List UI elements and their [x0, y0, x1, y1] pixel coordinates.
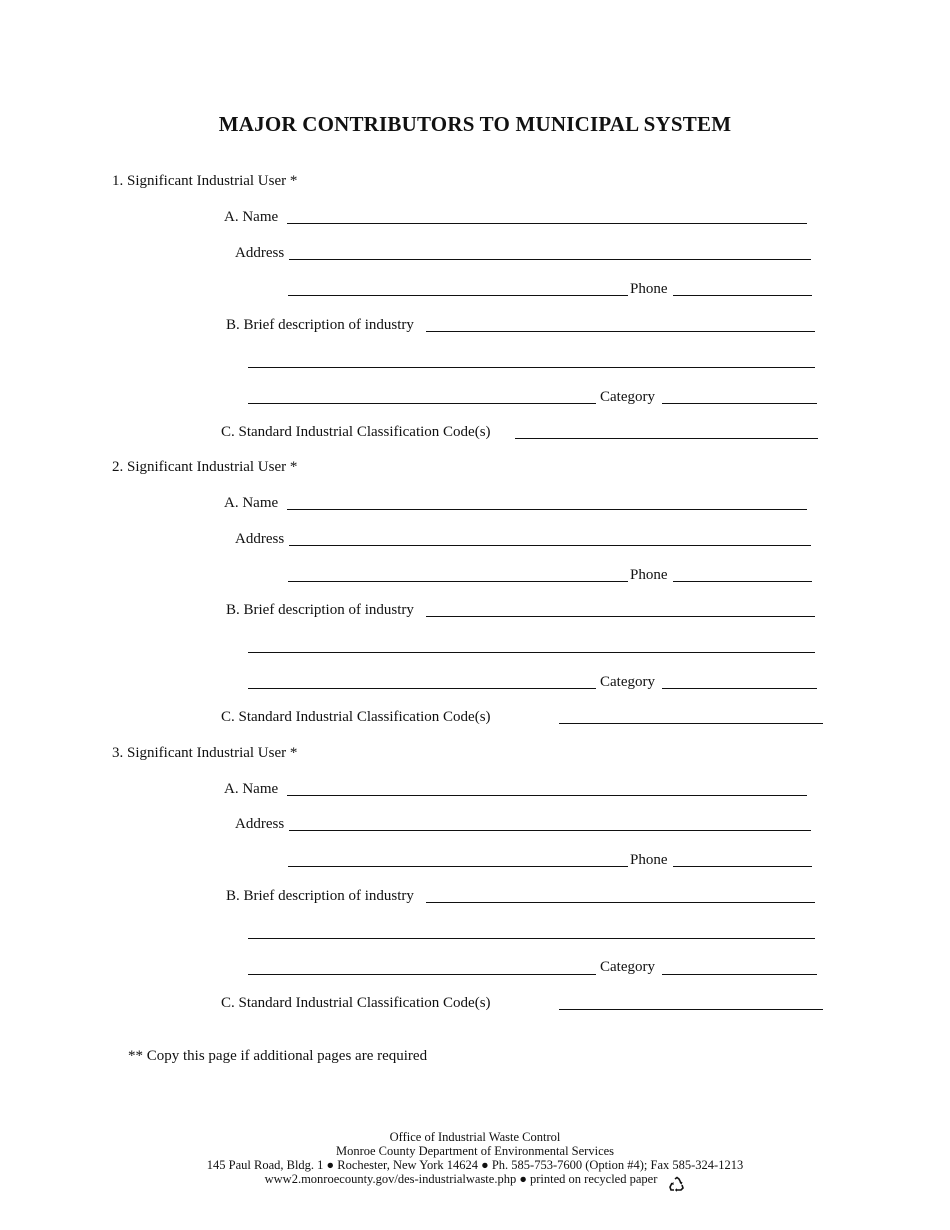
description-label: B. Brief description of industry — [226, 317, 414, 333]
footer-office: Office of Industrial Waste Control — [389, 1130, 561, 1144]
phone-field[interactable] — [673, 581, 812, 582]
name-field[interactable] — [287, 223, 807, 224]
phone-field[interactable] — [673, 866, 812, 867]
description-field[interactable] — [426, 902, 815, 903]
copy-note: ** Copy this page if additional pages are required — [128, 1048, 428, 1064]
address-label: Address — [235, 245, 285, 261]
sic-field[interactable] — [559, 723, 823, 724]
sic-label: C. Standard Industrial Classification Code(s) — [221, 424, 491, 440]
name-label: A. Name — [224, 495, 279, 511]
description-line-3-field[interactable] — [248, 688, 596, 689]
footer-department: Monroe County Department of Environmental Services — [335, 1144, 615, 1158]
phone-label: Phone — [630, 281, 668, 297]
name-label: A. Name — [224, 781, 279, 797]
footer-address: 145 Paul Road, Bldg. 1 ● Rochester, New York 14624 ● Ph. 585-753-7600 (Option #4); Fax 585-324-1213 — [206, 1158, 744, 1172]
phone-field[interactable] — [673, 295, 812, 296]
address-field[interactable] — [289, 545, 811, 546]
category-field[interactable] — [662, 688, 817, 689]
description-field[interactable] — [426, 616, 815, 617]
sic-field[interactable] — [559, 1009, 823, 1010]
address-line-2-field[interactable] — [288, 581, 628, 582]
name-field[interactable] — [287, 509, 807, 510]
description-line-3-field[interactable] — [248, 403, 596, 404]
phone-label: Phone — [630, 567, 668, 583]
sic-label: C. Standard Industrial Classification Code(s) — [221, 995, 491, 1011]
name-field[interactable] — [287, 795, 807, 796]
sic-field[interactable] — [515, 438, 818, 439]
description-line-2-field[interactable] — [248, 652, 815, 653]
category-field[interactable] — [662, 403, 817, 404]
sic-label: C. Standard Industrial Classification Code(s) — [221, 709, 491, 725]
section-heading: 3. Significant Industrial User * — [112, 745, 298, 761]
description-line-2-field[interactable] — [248, 367, 815, 368]
description-line-2-field[interactable] — [248, 938, 815, 939]
page-title: MAJOR CONTRIBUTORS TO MUNICIPAL SYSTEM — [218, 112, 732, 136]
description-label: B. Brief description of industry — [226, 602, 414, 618]
address-line-2-field[interactable] — [288, 295, 628, 296]
footer-website: www2.monroecounty.gov/des-industrialwaste.php ● printed on recycled paper — [264, 1172, 658, 1186]
section-heading: 2. Significant Industrial User * — [112, 459, 298, 475]
description-label: B. Brief description of industry — [226, 888, 414, 904]
description-line-3-field[interactable] — [248, 974, 596, 975]
address-label: Address — [235, 816, 285, 832]
address-field[interactable] — [289, 830, 811, 831]
section-heading: 1. Significant Industrial User * — [112, 173, 298, 189]
recycle-icon — [668, 1176, 686, 1194]
phone-label: Phone — [630, 852, 668, 868]
address-label: Address — [235, 531, 285, 547]
category-label: Category — [600, 674, 655, 690]
category-field[interactable] — [662, 974, 817, 975]
address-field[interactable] — [289, 259, 811, 260]
category-label: Category — [600, 389, 655, 405]
category-label: Category — [600, 959, 655, 975]
name-label: A. Name — [224, 209, 279, 225]
address-line-2-field[interactable] — [288, 866, 628, 867]
description-field[interactable] — [426, 331, 815, 332]
